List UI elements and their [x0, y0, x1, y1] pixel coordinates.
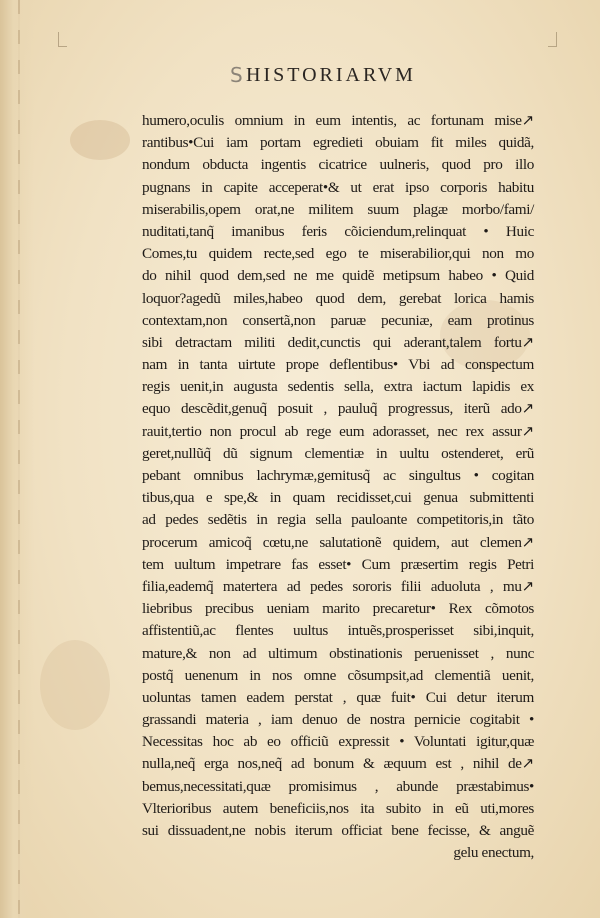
text-line: nondum obducta ingentis cicatrice uulneris, quod pro illo — [142, 156, 534, 174]
text-line: humero,oculis omnium in eum intentis, ac fortunam mise↗ — [142, 112, 534, 129]
text-line: postq̃ uenenum in nos omne cõsumpsit,ad clementiã uenit, — [142, 666, 534, 684]
text-line: tem uultum impetrare fas esset• Cum præsertim regis Petri — [142, 555, 534, 573]
text-line: nam in tanta uirtute prope deflentibus• Vbi ad conspectum — [142, 356, 534, 374]
text-line: sui dissuadent,ne nobis iterum officiat bene fecisse, & anguẽ — [142, 822, 534, 839]
text-line: grassandi materia , iam denuo de nostra pernicie cogitabit • — [142, 711, 534, 729]
text-line: nuditati,tanq̃ imanibus feris cõiciendum,relinquat • Huic — [142, 222, 534, 240]
text-line: Necessitas hoc ab eo officiũ expressit • Voluntati igitur,quæ — [142, 733, 534, 751]
text-line: liebribus precibus ueniam marito precaretur• Rex cõmotos — [142, 600, 534, 618]
catchword: gelu enectum, — [453, 844, 534, 862]
text-line: rantibus•Cui iam portam egredieti obuiam fit miles quidã, — [142, 134, 534, 152]
aged-left-edge — [0, 0, 34, 918]
text-line: procerum amicoq̃ cœtu,ne salutationẽ quidem, aut clemen↗ — [142, 533, 534, 551]
running-head-title: HISTORIARVM — [246, 63, 416, 86]
edge-stain — [18, 0, 20, 918]
text-line: do nihil quod dem,sed ne me quidẽ metipsum habeo • Quid — [142, 267, 534, 285]
text-line: nulla,neq̃ erga nos,neq̃ ad bonum & æquum est , nihil de↗ — [142, 755, 534, 773]
text-line: affistentiũ,ac flentes uultus intuẽs,prosperisset sibi,inquit, — [142, 622, 534, 640]
paper-stain — [40, 640, 110, 730]
text-line: rauit,tertio non procul ab rege eum adorasset, nec rex assur↗ — [142, 422, 534, 440]
section-marker: S — [230, 63, 243, 87]
text-line: equo descẽdit,genuq̃ posuit , pauluq̃ progressus, iterũ ado↗ — [142, 400, 534, 418]
text-line: tibus,qua e spe,& in quam recidisset,cui genua submittenti — [142, 489, 534, 507]
corner-mark — [548, 32, 557, 47]
text-line: bemus,necessitati,quæ promisimus , abunde præstabimus• — [142, 777, 534, 795]
text-line: Vlterioribus autem beneficiis,nos ita subito in eũ uti,mores — [142, 799, 534, 817]
text-line: filia,eademq̃ matertera ad pedes sororis filii aduoluta , mu↗ — [142, 577, 534, 595]
paper-stain — [70, 120, 130, 160]
text-line: pebant omnibus lachrymæ,gemitusq̃ ac singultus • cogitan — [142, 467, 534, 484]
text-line: Comes,tu quidem recte,sed ego te miserabilior,qui non mo — [142, 245, 534, 263]
corner-mark — [58, 32, 67, 47]
text-line: loquor?agedũ miles,habeo quod dem, gerebat lorica hamis — [142, 289, 534, 307]
text-line: contextam,non consertã,non paruæ pecuniæ, eam protinus — [142, 311, 534, 329]
text-line: regis uenit,in augusta sedentis sella, extra iactum lapidis ex — [142, 378, 534, 396]
text-line: uoluntas tamen eadem perstat , quæ fuit• Cui detur iterum — [142, 688, 534, 706]
text-line: sibi detractam militi dedit,cunctis qui aderant,talem fortu↗ — [142, 333, 534, 351]
text-line: pugnans in capite acceperat•& ut erat ipso corporis habitu — [142, 178, 534, 196]
text-line: miserabilis,opem orat,ne militem suum plagæ morbo/fami/ — [142, 200, 534, 218]
text-line: geret,nullũq̃ dũ signum clementiæ in uultu ostenderet, erũ — [142, 444, 534, 462]
text-line: ad pedes sedẽtis in regia sella pauloante competitoris,in tãto — [142, 511, 534, 529]
text-line: mature,& non ad ultimum obstinationis peruenisset , nunc — [142, 644, 534, 662]
running-head — [230, 62, 460, 88]
body-text — [142, 110, 534, 864]
